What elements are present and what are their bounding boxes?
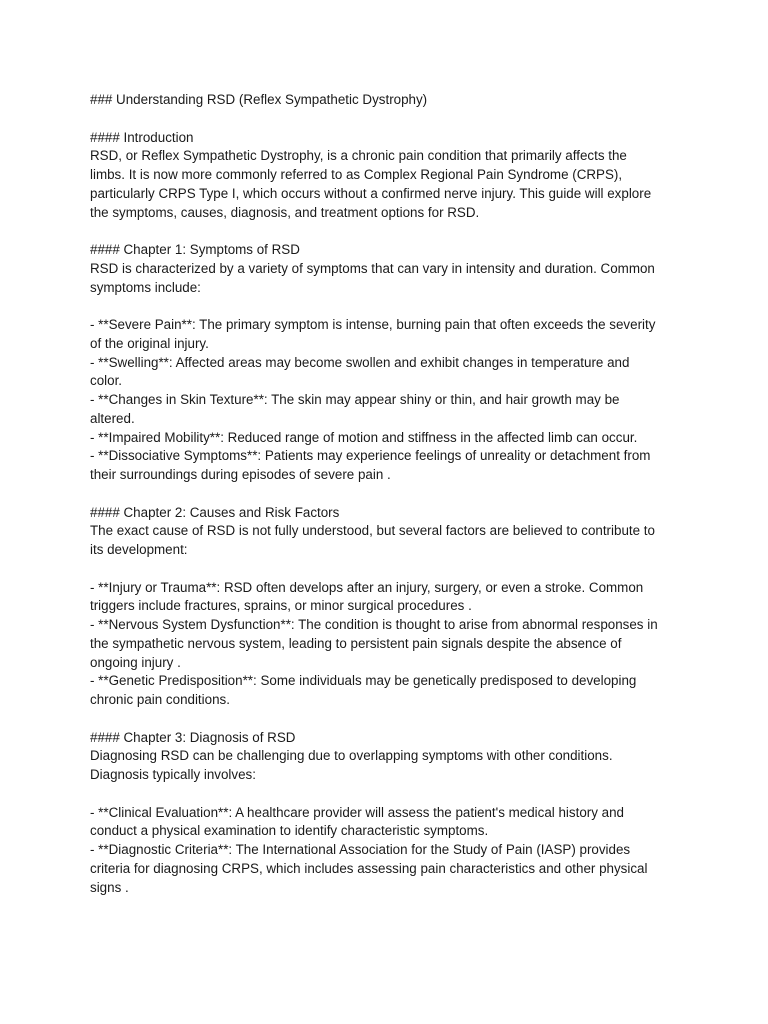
blank-line [90,222,690,241]
chapter1-bullet-line: color. [90,373,123,389]
blank-line [90,560,690,579]
introduction-line: limbs. It is now more commonly referred to as Complex Regional Pain Syndrome (CRPS), [90,167,623,182]
document-title: ### Understanding RSD (Reflex Sympathetic Dystrophy) [90,92,428,107]
chapter1-bullet-line: - **Impaired Mobility**: Reduced range of motion and stiffness in the affected limb can occur. [90,429,638,445]
chapter3-bullet-line: - **Diagnostic Criteria**: The International Association for the Study of Pain (IASP) provides [90,842,631,857]
chapter2-bullet-line: ongoing injury . [90,654,181,670]
chapter2-bullet-line: triggers include fractures, sprains, or minor surgical procedures . [90,598,472,614]
chapter2-bullet-line: - **Nervous System Dysfunction**: The condition is thought to arise from abnormal responses in [90,617,658,632]
chapter1-bullet-line: of the original injury. [90,335,209,351]
blank-line [90,110,690,129]
blank-line [90,710,690,729]
document-page [90,91,690,897]
chapter3-bullet-line: - **Clinical Evaluation**: A healthcare provider will assess the patient's medical history and [90,804,624,820]
chapter2-intro-line: The exact cause of RSD is not fully understood, but several factors are believed to contribute to [90,523,655,539]
chapter2-bullet-line: - **Injury or Trauma**: RSD often develops after an injury, surgery, or even a stroke. Common [90,579,644,595]
introduction-heading: #### Introduction [90,129,194,145]
blank-line [90,297,690,316]
chapter1-bullet-line: - **Swelling**: Affected areas may become swollen and exhibit changes in temperature and [90,354,630,370]
chapter1-intro-line: RSD is characterized by a variety of symptoms that can vary in intensity and duration. Common [90,260,655,276]
introduction-line: the symptoms, causes, diagnosis, and treatment options for RSD. [90,204,480,220]
introduction-line: RSD, or Reflex Sympathetic Dystrophy, is a chronic pain condition that primarily affects the [90,148,627,164]
introduction-line: particularly CRPS Type I, which occurs without a confirmed nerve injury. This guide will explore [90,185,652,201]
chapter1-bullet-line: - **Changes in Skin Texture**: The skin may appear shiny or thin, and hair growth may be [90,392,620,407]
chapter2-intro-line: its development: [90,542,188,557]
chapter3-bullet-line: criteria for diagnosing CRPS, which includes assessing pain characteristics and other physical [90,860,648,876]
chapter3-intro-line: Diagnosis typically involves: [90,767,256,782]
chapter1-bullet-line: - **Dissociative Symptoms**: Patients may experience feelings of unreality or detachment from [90,448,651,464]
blank-line [90,785,690,804]
chapter3-intro-line: Diagnosing RSD can be challenging due to overlapping symptoms with other conditions. [90,748,613,764]
chapter3-heading: #### Chapter 3: Diagnosis of RSD [90,729,296,745]
chapter3-bullet-line: signs . [90,879,129,895]
blank-line [90,485,690,504]
chapter1-heading: #### Chapter 1: Symptoms of RSD [90,242,300,257]
chapter1-intro-line: symptoms include: [90,279,201,295]
chapter2-bullet-line: - **Genetic Predisposition**: Some individuals may be genetically predisposed to developing [90,673,637,689]
chapter1-bullet-line: altered. [90,410,135,426]
chapter2-bullet-line: chronic pain conditions. [90,692,230,707]
chapter1-bullet-line: - **Severe Pain**: The primary symptom is intense, burning pain that often exceeds the severity [90,317,656,332]
chapter2-heading: #### Chapter 2: Causes and Risk Factors [90,504,340,520]
chapter1-bullet-line: their surroundings during episodes of severe pain . [90,467,391,482]
chapter2-bullet-line: the sympathetic nervous system, leading to persistent pain signals despite the absence of [90,635,622,651]
chapter3-bullet-line: conduct a physical examination to identify characteristic symptoms. [90,823,489,839]
